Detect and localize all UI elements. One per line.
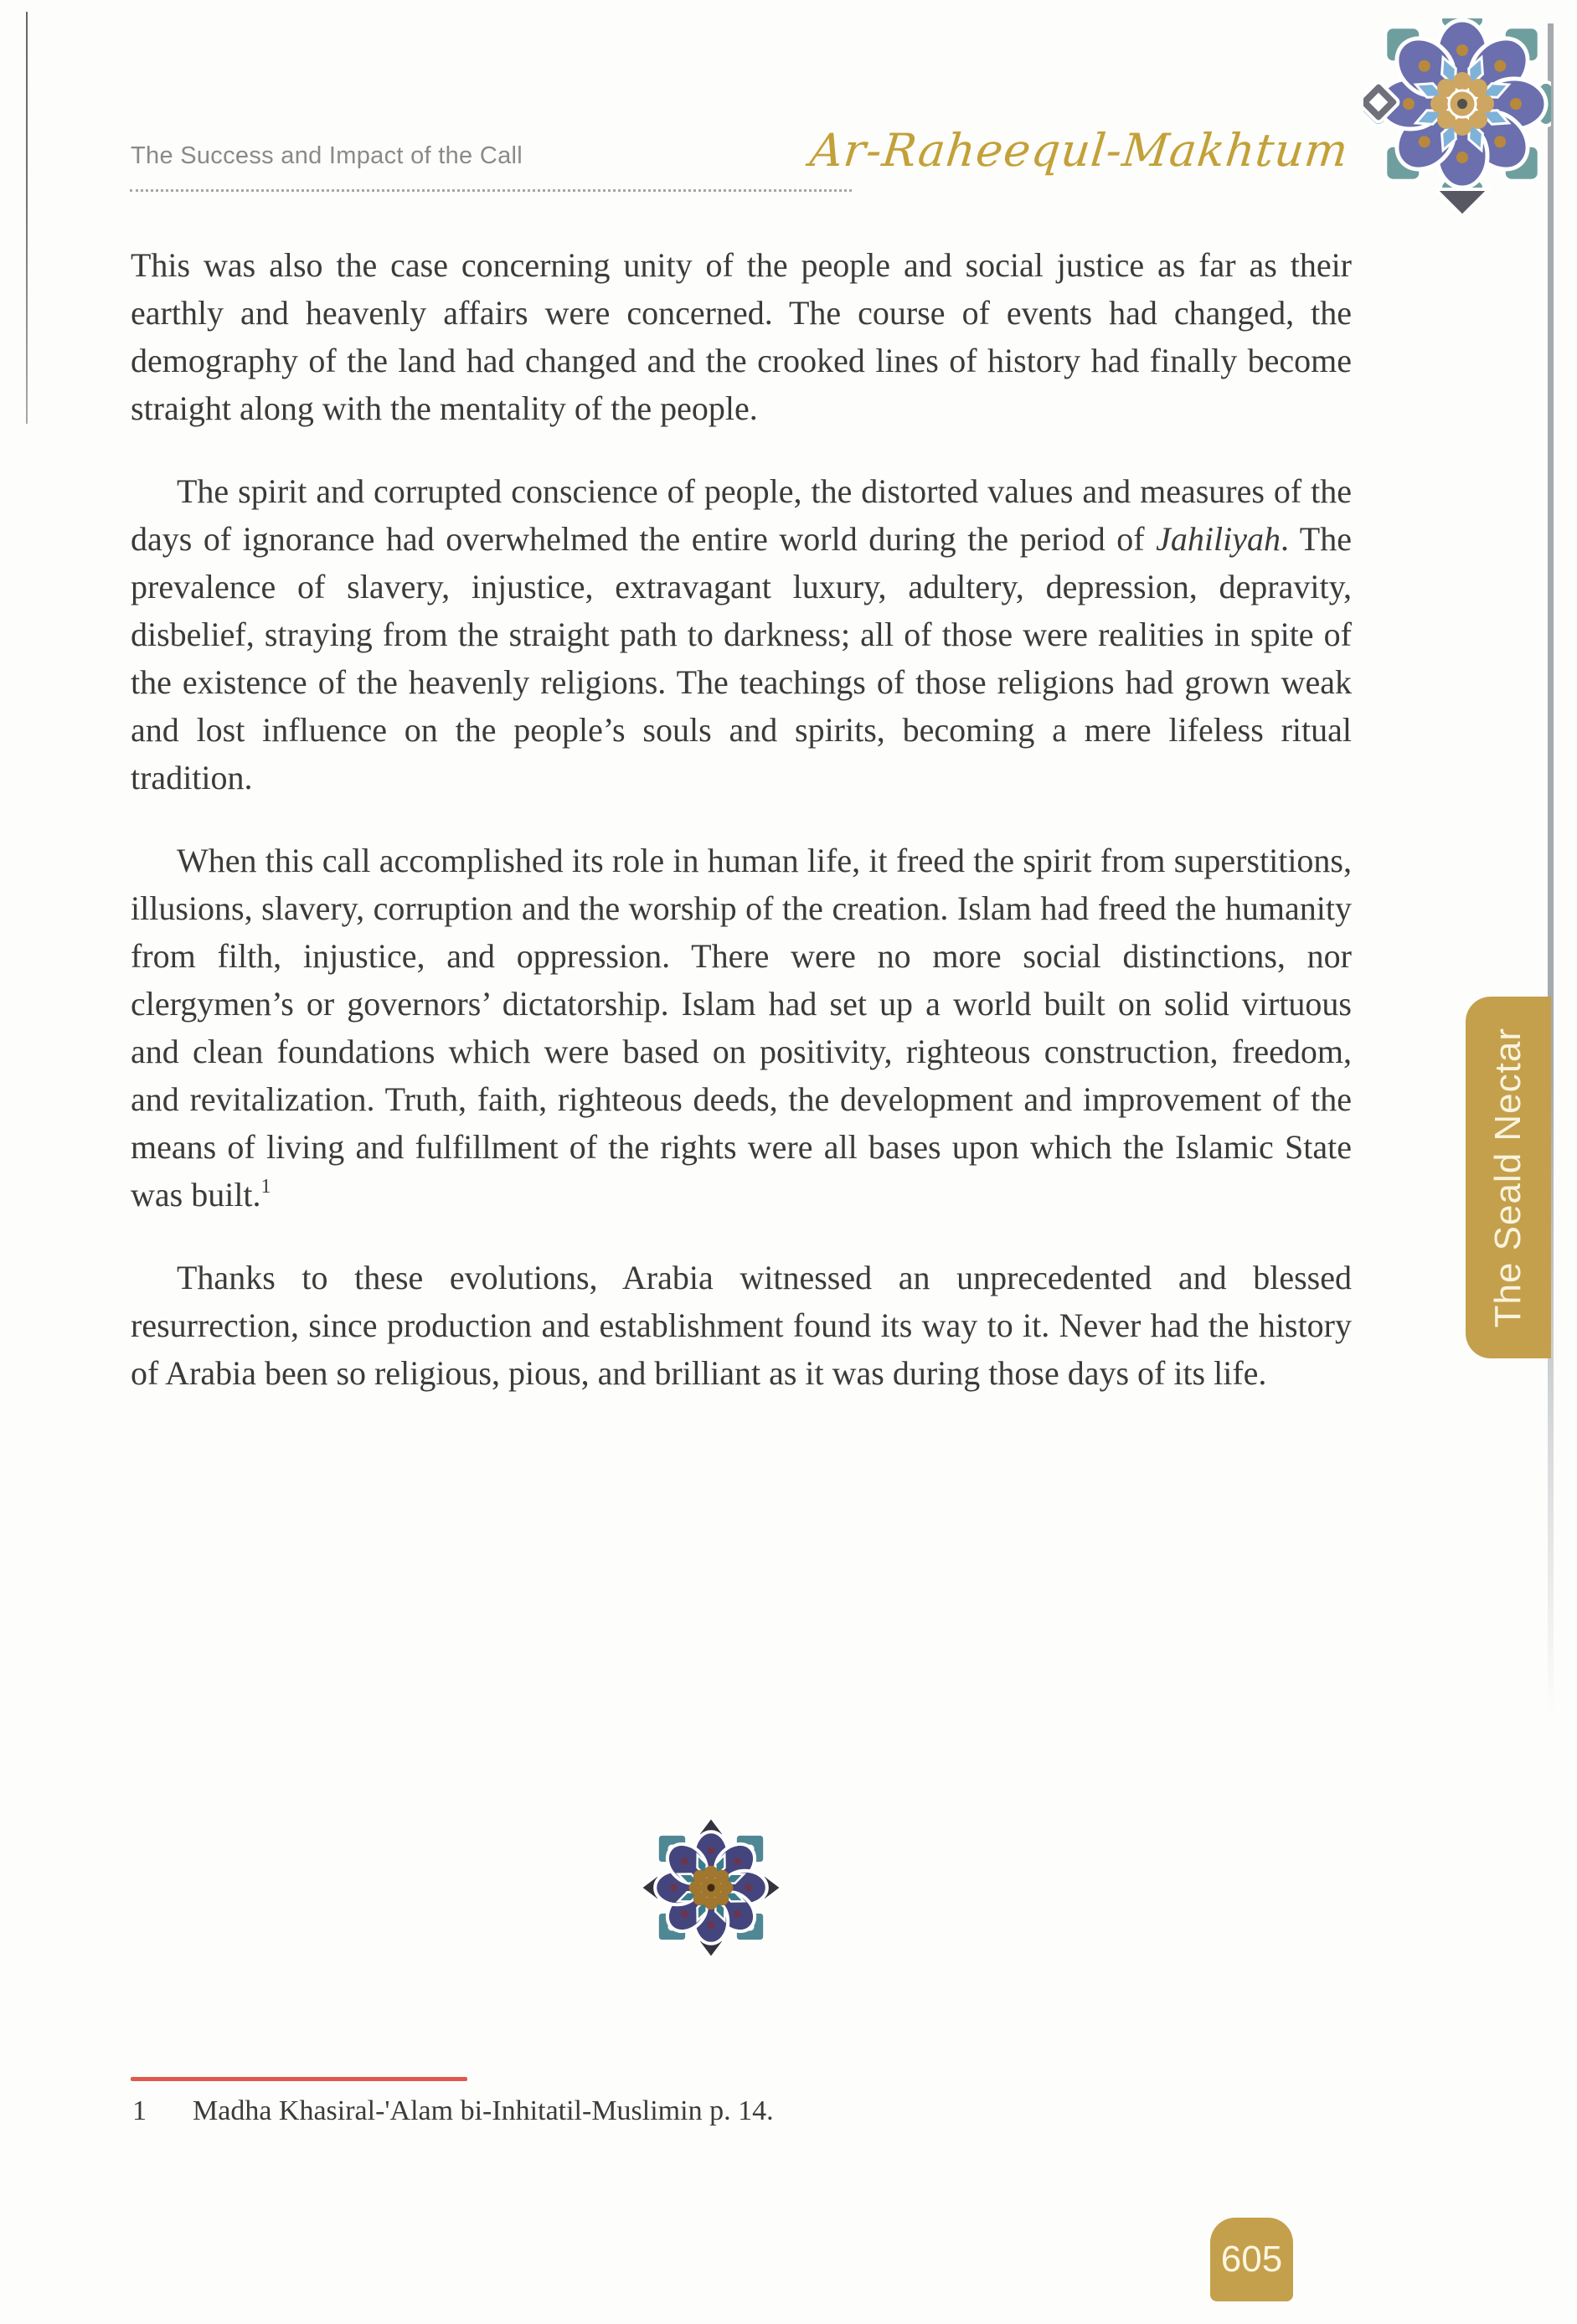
paragraph-text: . The prevalence of slavery, injustice, extravagant luxury, adultery, depression, depravity, disbelief, straying from the straight path to darkness; all of those were realities in spite of the existence of the heavenly religions. The teachings of those religions had grown weak and lost influence on the people’s souls and spirits, becoming a mere lifeless ritual tradition. — [131, 520, 1352, 796]
page-body — [131, 241, 1352, 1432]
page-number: 605 — [1220, 2239, 1283, 2280]
paragraph-3 — [131, 837, 1352, 1219]
page-edge-line — [1548, 23, 1554, 1715]
islamic-tile-rosette-icon — [1363, 18, 1551, 218]
scan-artifact-line — [26, 12, 28, 424]
footnote-rule — [131, 2077, 467, 2081]
paragraph-text: This was also the case concerning unity of the people and social justice as far as their earthly and heavenly affairs were concerned. The course of events had changed, the demography of the land had changed and the crooked lines of history had finally become straight along with the mentality of the people. — [131, 246, 1352, 427]
paragraph-1 — [131, 241, 1352, 432]
side-tab-sealed-nectar — [1466, 997, 1551, 1358]
running-header-section-title: The Success and Impact of the Call — [131, 142, 523, 169]
footnote-reference: 1 — [260, 1176, 271, 1198]
footnote-number: 1 — [132, 2095, 147, 2126]
paragraph-2 — [131, 467, 1352, 801]
paragraph-text: Thanks to these evolutions, Arabia witnessed an unprecedented and blessed resurrection, since production and establishment found its way to it. Never had the history of Arabia been so religious, pious, and brilliant as it was during those days of its life. — [131, 1259, 1352, 1392]
footnote — [132, 2095, 774, 2127]
side-tab-label: The Seald Nectar — [1487, 1027, 1528, 1328]
paragraph-text: The spirit and corrupted conscience of people, the distorted values and measures of the days of ignorance had overwhelmed the entire world during the period of — [131, 472, 1352, 558]
rosette-medallion-icon — [639, 1816, 783, 1960]
book-title-calligraphy: Ar-Raheequl-Makhtum — [807, 124, 1352, 177]
dotted-rule — [130, 178, 852, 192]
footnote-text: Madha Khasiral-'Alam bi-Inhitatil-Muslimin p. 14. — [193, 2095, 774, 2126]
page-number-badge — [1210, 2218, 1293, 2301]
italic-term: Jahiliyah — [1156, 520, 1281, 558]
paragraph-text: When this call accomplished its role in human life, it freed the spirit from superstitions, illusions, slavery, corruption and the worship of the creation. Islam had freed the humanity from filth, injustice, and oppression. There were no more social distinctions, nor clergymen’s or governors’ dictatorship. Islam had set up a world built on solid virtuous and clean foundations which were based on positivity, righteous construction, freedom, and revitalization. Truth, faith, righteous deeds, the development and improvement of the means of living and fulfillment of the rights were all bases upon which the Islamic State was built. — [131, 842, 1352, 1214]
paragraph-4 — [131, 1254, 1352, 1397]
